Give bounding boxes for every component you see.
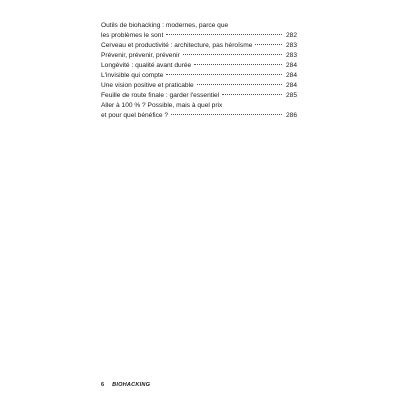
- toc-entry-page-number: 285: [285, 92, 297, 99]
- toc-entry: [101, 61, 297, 71]
- toc-entry: [101, 71, 297, 81]
- toc-entry-page-number: 283: [285, 52, 297, 59]
- toc-entry-title-line1: Outils de biohacking : modernes, parce que: [101, 22, 229, 29]
- page-footer: [101, 381, 150, 389]
- toc-entry: [101, 91, 297, 101]
- dot-leader: [222, 94, 282, 95]
- toc-entry-page-number: 284: [285, 82, 297, 89]
- dot-leader: [194, 64, 282, 65]
- toc-entry-title: Prévenir, prévenir, prévenir: [101, 52, 180, 59]
- footer-page-number: 6: [101, 382, 105, 388]
- dot-leader: [183, 54, 282, 55]
- dot-leader: [166, 34, 282, 35]
- toc-entry-page-number: 284: [285, 72, 297, 79]
- dot-leader: [166, 74, 282, 75]
- toc-entry: [101, 21, 297, 41]
- toc-entry: [101, 51, 297, 61]
- toc-entry-title: Cerveau et productivité : architecture, pas héroïsme: [101, 42, 253, 49]
- toc-entry-title: et pour quel bénéfice ?: [101, 112, 169, 119]
- toc-entry-title: Une vision positive et praticable: [101, 82, 194, 89]
- toc-entry-page-number: 284: [285, 62, 297, 69]
- toc-entry-page-number: 286: [285, 112, 297, 119]
- toc-entry: [101, 101, 297, 121]
- toc-entry-title: les problèmes le sont: [101, 32, 164, 39]
- running-title: BIOHACKING: [112, 382, 151, 388]
- dot-leader: [171, 114, 282, 115]
- toc-entry-page-number: 282: [285, 32, 297, 39]
- toc-entry-page-number: 283: [285, 42, 297, 49]
- table-of-contents: [101, 21, 297, 121]
- dot-leader: [255, 44, 282, 45]
- dot-leader: [197, 84, 282, 85]
- toc-entry-title: Longévité : qualité avant durée: [101, 62, 192, 69]
- toc-entry: [101, 81, 297, 91]
- toc-entry: [101, 41, 297, 51]
- toc-entry-title-line1: Aller à 100 % ? Possible, mais à quel prix: [101, 102, 223, 109]
- toc-entry-title: L'invisible qui compte: [101, 72, 164, 79]
- toc-entry-title: Feuille de route finale : garder l'essentiel: [101, 92, 220, 99]
